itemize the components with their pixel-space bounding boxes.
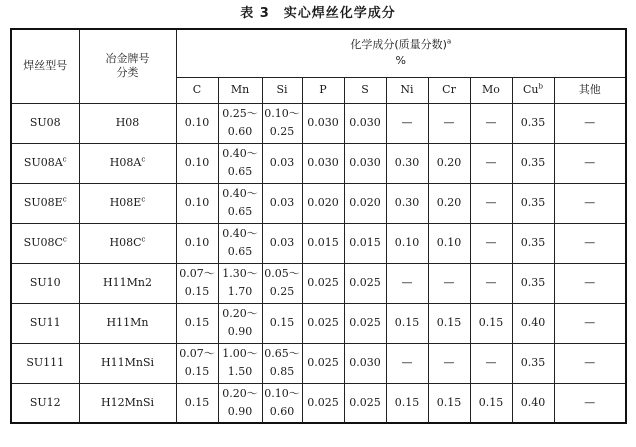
cell-cr: 0.10 <box>428 223 470 263</box>
cell-ni: — <box>386 103 428 143</box>
cell-grade: $H08C^c$ <box>79 223 176 263</box>
cell-c: 0.15 <box>176 383 218 423</box>
table-row <box>11 143 626 183</box>
cell-mn: 0.25～ 0.60 <box>218 103 262 143</box>
header-element-3: P <box>302 77 344 103</box>
table-row <box>11 343 626 383</box>
cell-wire-model: SU12 <box>11 383 79 423</box>
header-element-1: Mn <box>218 77 262 103</box>
header-composition <box>176 29 626 77</box>
cell-ni: 0.30 <box>386 143 428 183</box>
cell-p: 0.015 <box>302 223 344 263</box>
cell-ni: — <box>386 263 428 303</box>
cell-p: 0.025 <box>302 383 344 423</box>
cell-cu: 0.35 <box>512 103 554 143</box>
cell-c: 0.10 <box>176 103 218 143</box>
cell-mn: 0.20～ 0.90 <box>218 383 262 423</box>
cell-c: 0.15 <box>176 303 218 343</box>
header-wire-model: 焊丝型号 <box>11 29 79 103</box>
cell-p: 0.025 <box>302 343 344 383</box>
cell-si: 0.10～ 0.25 <box>262 103 302 143</box>
table-row <box>11 183 626 223</box>
cell-ni: 0.10 <box>386 223 428 263</box>
cell-si: 0.10～ 0.60 <box>262 383 302 423</box>
header-element-7: Mo <box>470 77 512 103</box>
cell-grade: $H08A^c$ <box>79 143 176 183</box>
chemical-composition-table <box>10 28 627 424</box>
table-body <box>11 103 626 423</box>
cell-cu: 0.35 <box>512 183 554 223</box>
cell-mo: 0.15 <box>470 303 512 343</box>
cell-grade: $H08E^c$ <box>79 183 176 223</box>
cell-other: — <box>554 103 626 143</box>
cell-cr: 0.15 <box>428 383 470 423</box>
cell-cu: 0.35 <box>512 143 554 183</box>
cell-other: — <box>554 183 626 223</box>
header-element-6: Cr <box>428 77 470 103</box>
table-row <box>11 383 626 423</box>
cell-mo: — <box>470 343 512 383</box>
header-metallurgical-grade: 冶金牌号 分类 <box>79 29 176 103</box>
cell-cu: 0.40 <box>512 383 554 423</box>
cell-si: 0.03 <box>262 223 302 263</box>
cell-ni: 0.15 <box>386 303 428 343</box>
cell-mo: — <box>470 183 512 223</box>
cell-si: 0.05～ 0.25 <box>262 263 302 303</box>
cell-other: — <box>554 223 626 263</box>
cell-cr: 0.15 <box>428 303 470 343</box>
cell-cr: 0.20 <box>428 183 470 223</box>
cell-s: 0.025 <box>344 263 386 303</box>
cell-wire-model: SU11 <box>11 303 79 343</box>
cell-wire-model: SU08 <box>11 103 79 143</box>
table-row <box>11 263 626 303</box>
cell-mn: 0.20～ 0.90 <box>218 303 262 343</box>
header-element-0: C <box>176 77 218 103</box>
cell-wire-model: $SU08A^c$ <box>11 143 79 183</box>
header-element-2: Si <box>262 77 302 103</box>
cell-grade: H11MnSi <box>79 343 176 383</box>
header-element-5: Ni <box>386 77 428 103</box>
cell-c: 0.10 <box>176 183 218 223</box>
cell-grade: H12MnSi <box>79 383 176 423</box>
cell-wire-model: $SU08E^c$ <box>11 183 79 223</box>
cell-mo: 0.15 <box>470 383 512 423</box>
cell-s: 0.025 <box>344 383 386 423</box>
table-title: 实心焊丝化学成分 <box>283 6 396 21</box>
cell-p: 0.020 <box>302 183 344 223</box>
cell-c: 0.10 <box>176 143 218 183</box>
cell-si: 0.15 <box>262 303 302 343</box>
composition-unit: % <box>395 54 406 68</box>
cell-ni: 0.30 <box>386 183 428 223</box>
cell-grade: H08 <box>79 103 176 143</box>
cell-s: 0.030 <box>344 343 386 383</box>
cell-mn: 0.40～ 0.65 <box>218 223 262 263</box>
header-element-4: S <box>344 77 386 103</box>
header-element-8: Cu$^b$ <box>512 77 554 103</box>
cell-s: 0.030 <box>344 143 386 183</box>
cell-mo: — <box>470 103 512 143</box>
cell-p: 0.030 <box>302 143 344 183</box>
cell-s: 0.015 <box>344 223 386 263</box>
header-element-9: 其他 <box>554 77 626 103</box>
cell-wire-model: SU10 <box>11 263 79 303</box>
cell-s: 0.020 <box>344 183 386 223</box>
cell-mo: — <box>470 143 512 183</box>
table-header <box>11 29 626 103</box>
cell-other: — <box>554 383 626 423</box>
cell-mo: — <box>470 263 512 303</box>
cell-cu: 0.35 <box>512 343 554 383</box>
cell-c: 0.10 <box>176 223 218 263</box>
cell-si: 0.03 <box>262 143 302 183</box>
cell-wire-model: $SU08C^c$ <box>11 223 79 263</box>
cell-other: — <box>554 343 626 383</box>
cell-si: 0.03 <box>262 183 302 223</box>
cell-other: — <box>554 143 626 183</box>
cell-ni: — <box>386 343 428 383</box>
table-row <box>11 223 626 263</box>
table-number: 表 3 <box>240 6 270 21</box>
cell-cu: 0.40 <box>512 303 554 343</box>
cell-si: 0.65～ 0.85 <box>262 343 302 383</box>
cell-c: 0.07～ 0.15 <box>176 263 218 303</box>
cell-cr: — <box>428 103 470 143</box>
cell-other: — <box>554 263 626 303</box>
cell-other: — <box>554 303 626 343</box>
composition-title: 化学成分(质量分数)$^a$ <box>350 37 452 52</box>
cell-p: 0.025 <box>302 303 344 343</box>
cell-wire-model: SU111 <box>11 343 79 383</box>
cell-grade: H11Mn2 <box>79 263 176 303</box>
cell-cr: — <box>428 263 470 303</box>
cell-s: 0.025 <box>344 303 386 343</box>
cell-cu: 0.35 <box>512 223 554 263</box>
table-row <box>11 103 626 143</box>
cell-cr: — <box>428 343 470 383</box>
cell-cr: 0.20 <box>428 143 470 183</box>
cell-mo: — <box>470 223 512 263</box>
cell-mn: 0.40～ 0.65 <box>218 143 262 183</box>
table-row <box>11 303 626 343</box>
cell-mn: 0.40～ 0.65 <box>218 183 262 223</box>
table-caption <box>0 0 636 28</box>
cell-s: 0.030 <box>344 103 386 143</box>
cell-cu: 0.35 <box>512 263 554 303</box>
cell-grade: H11Mn <box>79 303 176 343</box>
cell-mn: 1.30～ 1.70 <box>218 263 262 303</box>
cell-mn: 1.00～ 1.50 <box>218 343 262 383</box>
cell-ni: 0.15 <box>386 383 428 423</box>
cell-c: 0.07～ 0.15 <box>176 343 218 383</box>
cell-p: 0.025 <box>302 263 344 303</box>
cell-p: 0.030 <box>302 103 344 143</box>
